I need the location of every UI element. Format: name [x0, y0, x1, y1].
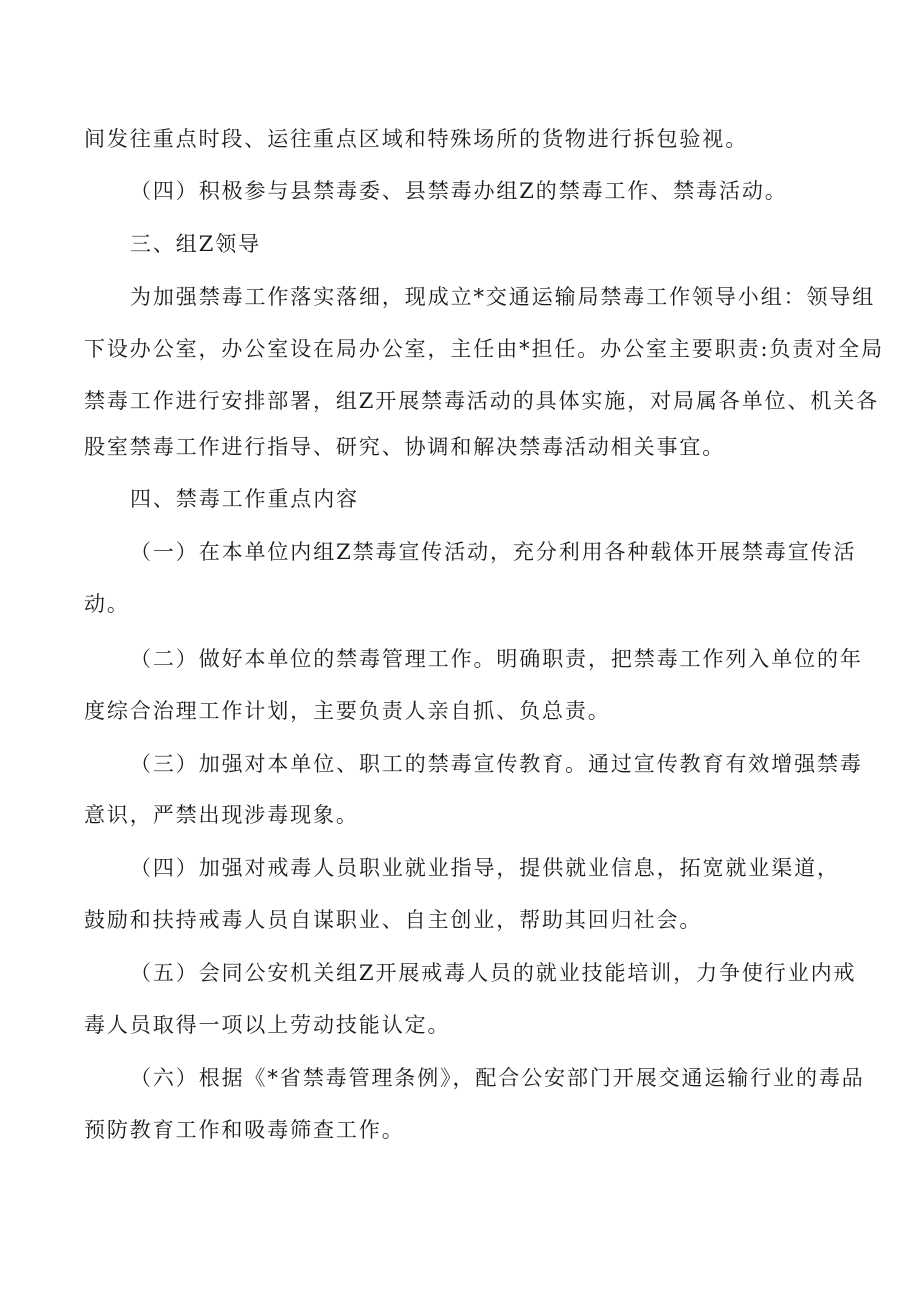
text-line: （四）加强对戒毒人员职业就业指导，提供就业信息，拓宽就业渠道， [130, 856, 840, 880]
text-line: 毒人员取得一项以上劳动技能认定。 [84, 1013, 451, 1037]
text-line: 动。 [84, 592, 130, 616]
text-line: （四）积极参与县禁毒委、县禁毒办组Z的禁毒工作、禁毒活动。 [130, 179, 788, 203]
text-line: （六）根据《*省禁毒管理条例》，配合公安部门开展交通运输行业的毒品 [130, 1066, 865, 1090]
text-line: （五）会同公安机关组Z开展戒毒人员的就业技能培训，力争使行业内戒 [130, 961, 857, 985]
text-line: 度综合治理工作计划，主要负责人亲自抓、负总责。 [84, 699, 611, 723]
text-line: 意识，严禁出现涉毒现象。 [84, 803, 359, 827]
text-line: （三）加强对本单位、职工的禁毒宣传教育。通过宣传教育有效增强禁毒 [130, 752, 863, 776]
text-line: 股室禁毒工作进行指导、研究、协调和解决禁毒活动相关事宜。 [84, 435, 726, 459]
text-line: 鼓励和扶持戒毒人员自谋职业、自主创业，帮助其回归社会。 [84, 908, 703, 932]
text-line: 预防教育工作和吸毒筛查工作。 [84, 1118, 405, 1142]
section-heading: 四、禁毒工作重点内容 [130, 487, 359, 511]
text-line: （二）做好本单位的禁毒管理工作。明确职责，把禁毒工作列入单位的年 [130, 647, 863, 671]
text-line: 间发往重点时段、运往重点区域和特殊场所的货物进行拆包验视。 [84, 127, 749, 151]
text-line: 为加强禁毒工作落实落细，现成立*交通运输局禁毒工作领导小组：领导组 [130, 285, 876, 309]
text-line: 下设办公室，办公室设在局办公室，主任由*担任。办公室主要职责:负责对全局 [84, 337, 884, 361]
section-heading: 三、组Z领导 [130, 232, 261, 256]
text-line: （一）在本单位内组Z禁毒宣传活动，充分利用各种载体开展禁毒宣传活 [130, 540, 857, 564]
text-line: 禁毒工作进行安排部署，组Z开展禁毒活动的具体实施，对局属各单位、机关各 [84, 389, 880, 413]
